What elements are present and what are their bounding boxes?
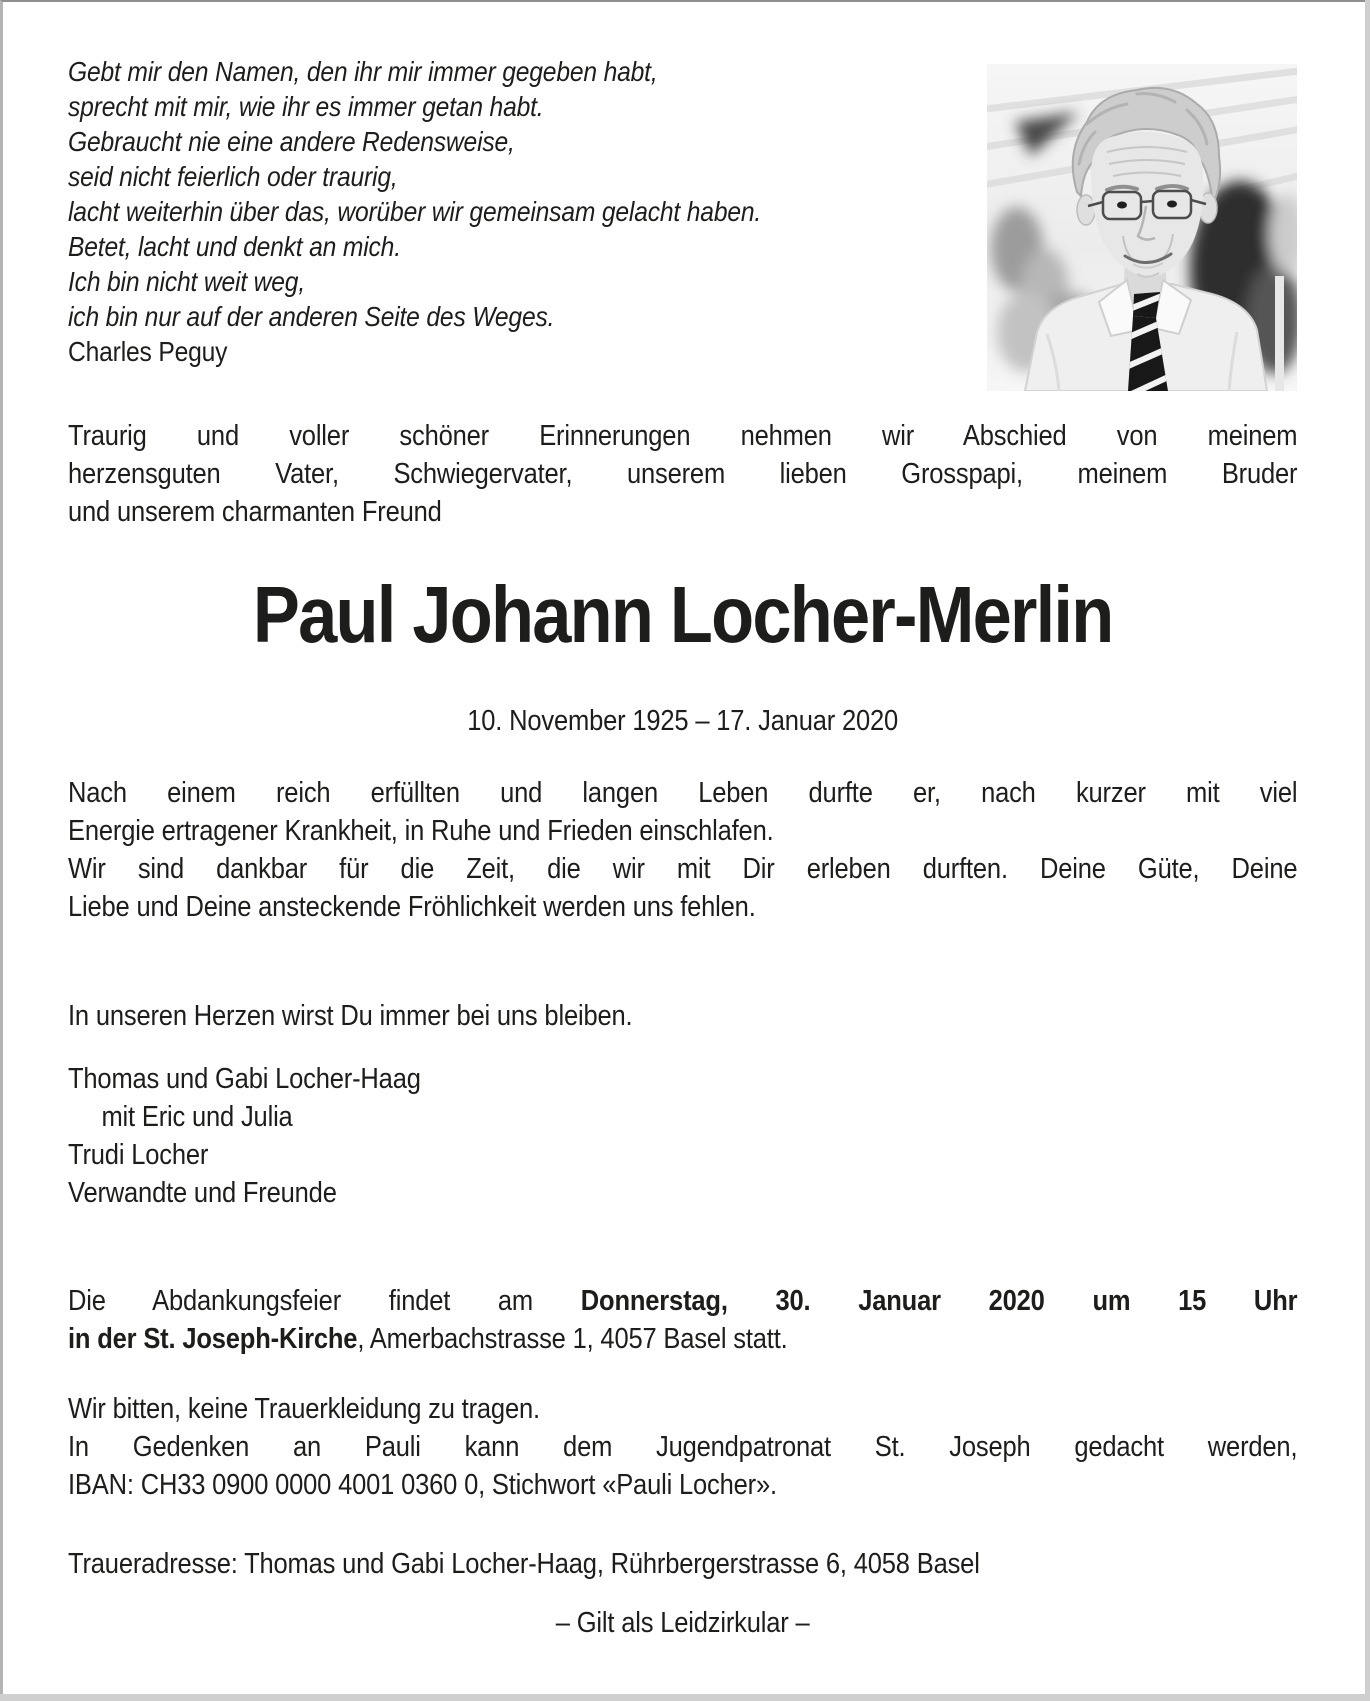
poem-line: lacht weiterhin über das, worüber wir gemeinsam gelacht haben.: [68, 196, 762, 227]
wishes-paragraph: [68, 1390, 1297, 1504]
funeral-date-bold: Donnerstag, 30. Januar 2020 um 15 Uhr: [580, 1285, 1298, 1317]
mourner-line: Thomas und Gabi Locher-Haag: [68, 1063, 421, 1095]
poem-line: Betet, lacht und denkt an mich.: [68, 231, 401, 262]
poem-line: ich bin nur auf der anderen Seite des Weges.: [68, 301, 555, 332]
funeral-church-bold: in der St. Joseph-Kirche: [68, 1323, 358, 1355]
leidzirkular-note: – Gilt als Leidzirkular –: [555, 1607, 810, 1639]
wishes-line: In Gedenken an Pauli kann dem Jugendpatronat St. Joseph gedacht werden,: [68, 1431, 1298, 1463]
intro-paragraph: [68, 417, 1297, 531]
remembrance-line: In unseren Herzen wirst Du immer bei uns bleiben.: [68, 1000, 633, 1032]
mourner-line: Trudi Locher: [68, 1139, 209, 1171]
tribute-paragraph: [68, 774, 1297, 926]
wishes-line: Wir bitten, keine Trauerkleidung zu tragen.: [68, 1393, 540, 1425]
poem-author: Charles Peguy: [68, 336, 228, 367]
photo-pole: [1275, 276, 1284, 391]
funeral-text: Die Abdankungsfeier findet am: [68, 1285, 581, 1317]
portrait-photo-graphic: [987, 64, 1297, 391]
tribute-line: Energie ertragener Krankheit, in Ruhe und Frieden einschlafen.: [68, 815, 774, 847]
wishes-line: IBAN: CH33 0900 0000 4001 0360 0, Stichwort «Pauli Locher».: [68, 1469, 777, 1501]
tribute-line: Liebe und Deine ansteckende Fröhlichkeit werden uns fehlen.: [68, 891, 756, 923]
deceased-name: Paul Johann Locher-Merlin: [252, 570, 1113, 659]
poem-line: seid nicht feierlich oder traurig,: [68, 161, 398, 192]
intro-line: herzensguten Vater, Schwiegervater, unserem lieben Grosspapi, meinem Bruder: [68, 458, 1298, 490]
mourners-list: [68, 1060, 1297, 1212]
mourner-line: mit Eric und Julia: [101, 1101, 293, 1133]
funeral-info: [68, 1282, 1297, 1358]
funeral-line: [68, 1320, 1297, 1358]
tribute-line: Nach einem reich erfüllten und langen Leben durfte er, nach kurzer mit viel: [68, 777, 1298, 809]
funeral-line: [68, 1282, 1297, 1320]
mourner-line: Verwandte und Freunde: [68, 1177, 337, 1209]
poem-line: Ich bin nicht weit weg,: [68, 266, 306, 297]
intro-line: und unserem charmanten Freund: [68, 496, 442, 528]
poem-line: sprecht mit mir, wie ihr es immer getan habt.: [68, 91, 544, 122]
poem-line: Gebraucht nie eine andere Redensweise,: [68, 126, 515, 157]
poem-line: Gebt mir den Namen, den ihr mir immer gegeben habt,: [68, 56, 658, 87]
portrait-photo: [987, 64, 1297, 391]
life-dates: 10. November 1925 – 17. Januar 2020: [467, 705, 899, 737]
funeral-text: , Amerbachstrasse 1, 4057 Basel statt.: [357, 1323, 788, 1355]
tribute-line: Wir sind dankbar für die Zeit, die wir mit Dir erleben durften. Deine Güte, Deine: [68, 853, 1298, 885]
intro-line: Traurig und voller schöner Erinnerungen nehmen wir Abschied von meinem: [68, 420, 1298, 452]
mourning-address: Traueradresse: Thomas und Gabi Locher-Haag, Rührbergerstrasse 6, 4058 Basel: [68, 1548, 980, 1580]
